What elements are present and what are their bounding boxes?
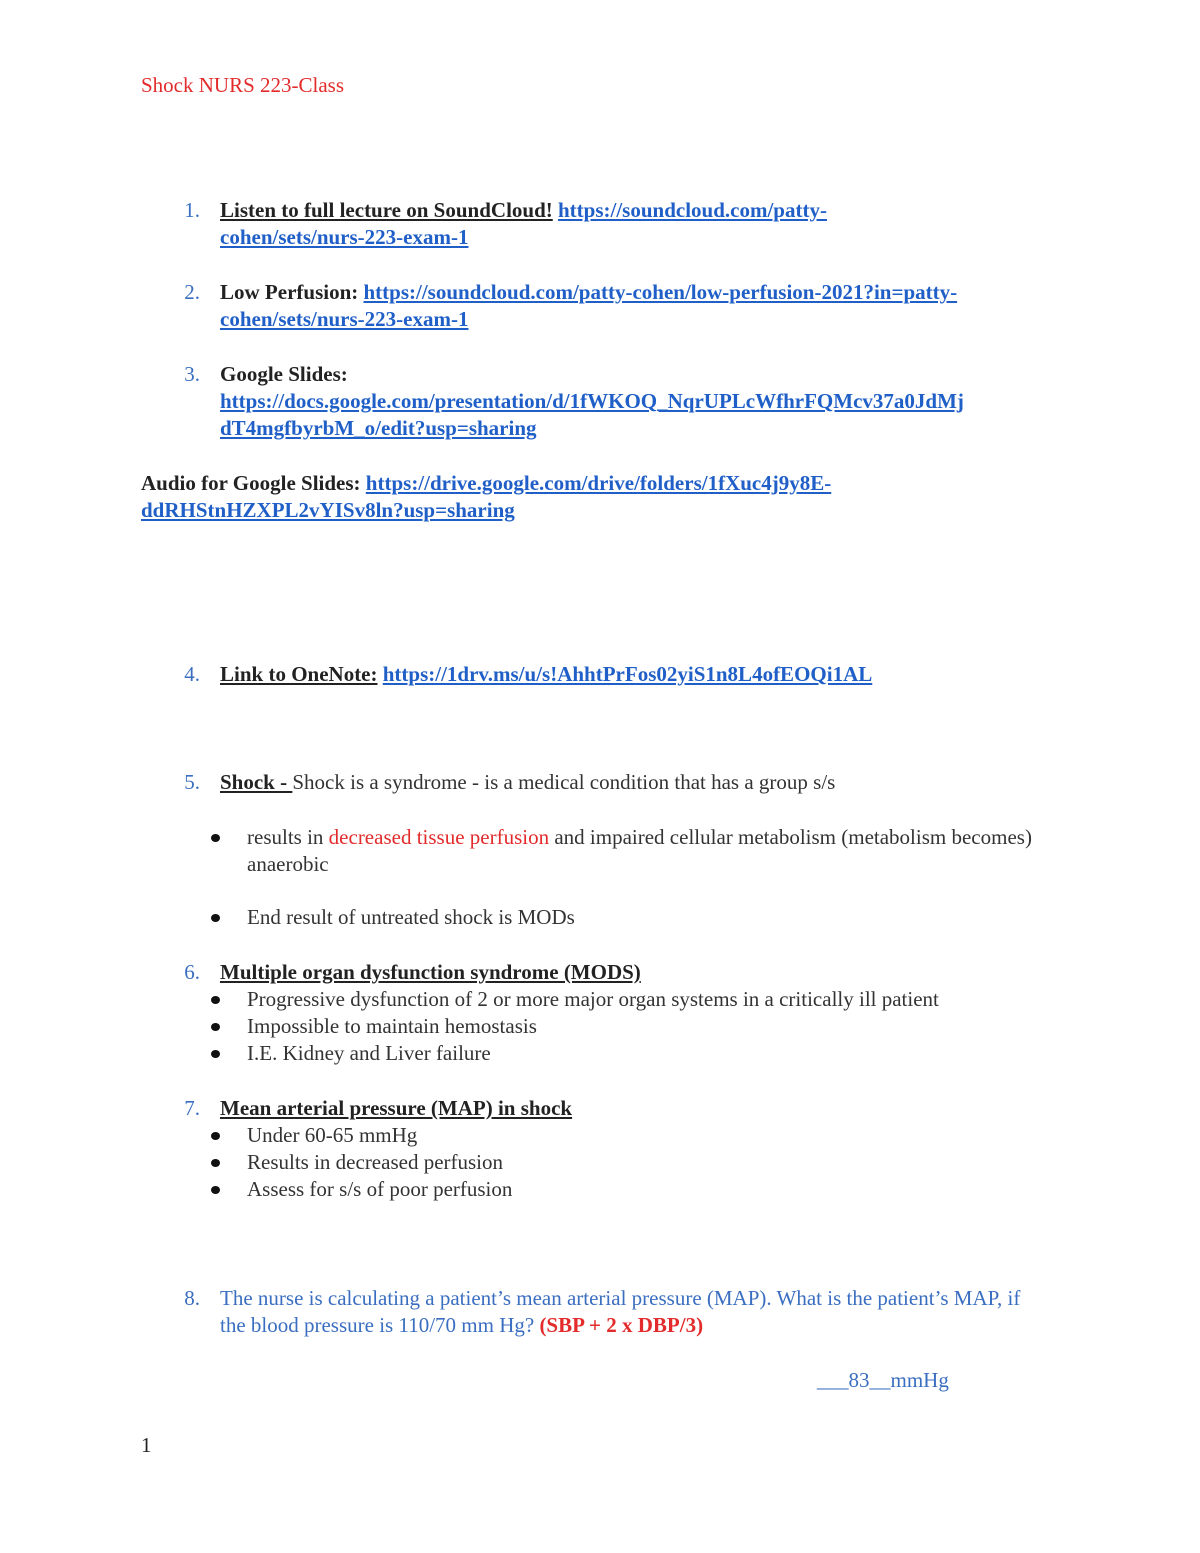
formula-text: (SBP + 2 x DBP/3)	[539, 1313, 704, 1337]
list-number: 7.	[184, 1096, 200, 1120]
list-number: 4.	[184, 662, 200, 686]
google-slides-link[interactable]: https://docs.google.com/presentation/d/1fWKOQ_NqrUPLcWfhrFQMcv37a0JdMj dT4mgfbyrbM_o/edit?usp=sharing	[220, 389, 964, 440]
bullet-dot	[211, 914, 220, 922]
audio-drive-link[interactable]: https://drive.google.com/drive/folders/1fXuc4j9y8E- ddRHStnHZXPL2vYISv8ln?usp=sharing	[141, 471, 832, 522]
item-label: Google Slides:	[220, 362, 348, 386]
bullet-text: Assess for s/s of poor perfusion	[247, 1177, 513, 1201]
answer-blank: ___83__mmHg	[817, 1368, 949, 1392]
bullet-dot	[211, 996, 220, 1004]
audio-paragraph	[141, 470, 1041, 524]
highlighted-text: decreased tissue perfusion	[328, 825, 550, 849]
soundcloud-lecture-link[interactable]: https://soundcloud.com/patty- cohen/sets/nurs-223-exam-1	[220, 198, 827, 249]
bullet-dot	[211, 1050, 220, 1058]
item-label: Link to OneNote:	[220, 662, 378, 686]
item-label: Multiple organ dysfunction syndrome (MODS)	[220, 960, 641, 984]
item-label: Shock -	[220, 770, 293, 794]
item-label: Mean arterial pressure (MAP) in shock	[220, 1096, 573, 1120]
page-number: 1	[141, 1433, 152, 1457]
question-text: The nurse is calculating a patient’s mean arterial pressure (MAP). What is the patient’s MAP, if the blood pressure is 110/70 mm Hg?	[220, 1286, 1021, 1337]
list-number: 3.	[184, 362, 200, 386]
item-label: Low Perfusion:	[220, 280, 359, 304]
bullet-dot	[211, 1159, 220, 1167]
bullet-text: End result of untreated shock is MODs	[247, 905, 575, 929]
bullet-text: and impaired cellular metabolism (metabolism becomes) anaerobic	[247, 825, 1032, 876]
bullet-dot	[211, 1186, 220, 1194]
item-text: Shock is a syndrome - is a medical condition that has a group s/s	[292, 770, 836, 794]
low-perfusion-link[interactable]: https://soundcloud.com/patty-cohen/low-perfusion-2021?in=patty- cohen/sets/nurs-223-exam-1	[220, 280, 958, 331]
bullet-dot	[211, 834, 220, 842]
list-number: 2.	[184, 280, 200, 304]
onenote-link[interactable]: https://1drv.ms/u/s!AhhtPrFos02yiS1n8L4ofEOQi1AL	[382, 662, 873, 686]
bullet-text: I.E. Kidney and Liver failure	[247, 1041, 491, 1065]
audio-label: Audio for Google Slides:	[141, 471, 361, 495]
bullet-dot	[211, 1023, 220, 1031]
bullet-dot	[211, 1132, 220, 1140]
bullet-text: results in	[247, 825, 329, 849]
bullet-text: Impossible to maintain hemostasis	[247, 1014, 537, 1038]
list-number: 5.	[184, 770, 200, 794]
bullet-text: Progressive dysfunction of 2 or more major organ systems in a critically ill patient	[247, 987, 939, 1011]
list-number: 8.	[184, 1286, 200, 1310]
document-header: Shock NURS 223-Class	[141, 73, 345, 97]
bullet-text: Under 60-65 mmHg	[247, 1123, 418, 1147]
list-number: 1.	[184, 198, 200, 222]
item-label: Listen to full lecture on SoundCloud!	[220, 198, 553, 222]
list-number: 6.	[184, 960, 200, 984]
bullet-text: Results in decreased perfusion	[247, 1150, 504, 1174]
